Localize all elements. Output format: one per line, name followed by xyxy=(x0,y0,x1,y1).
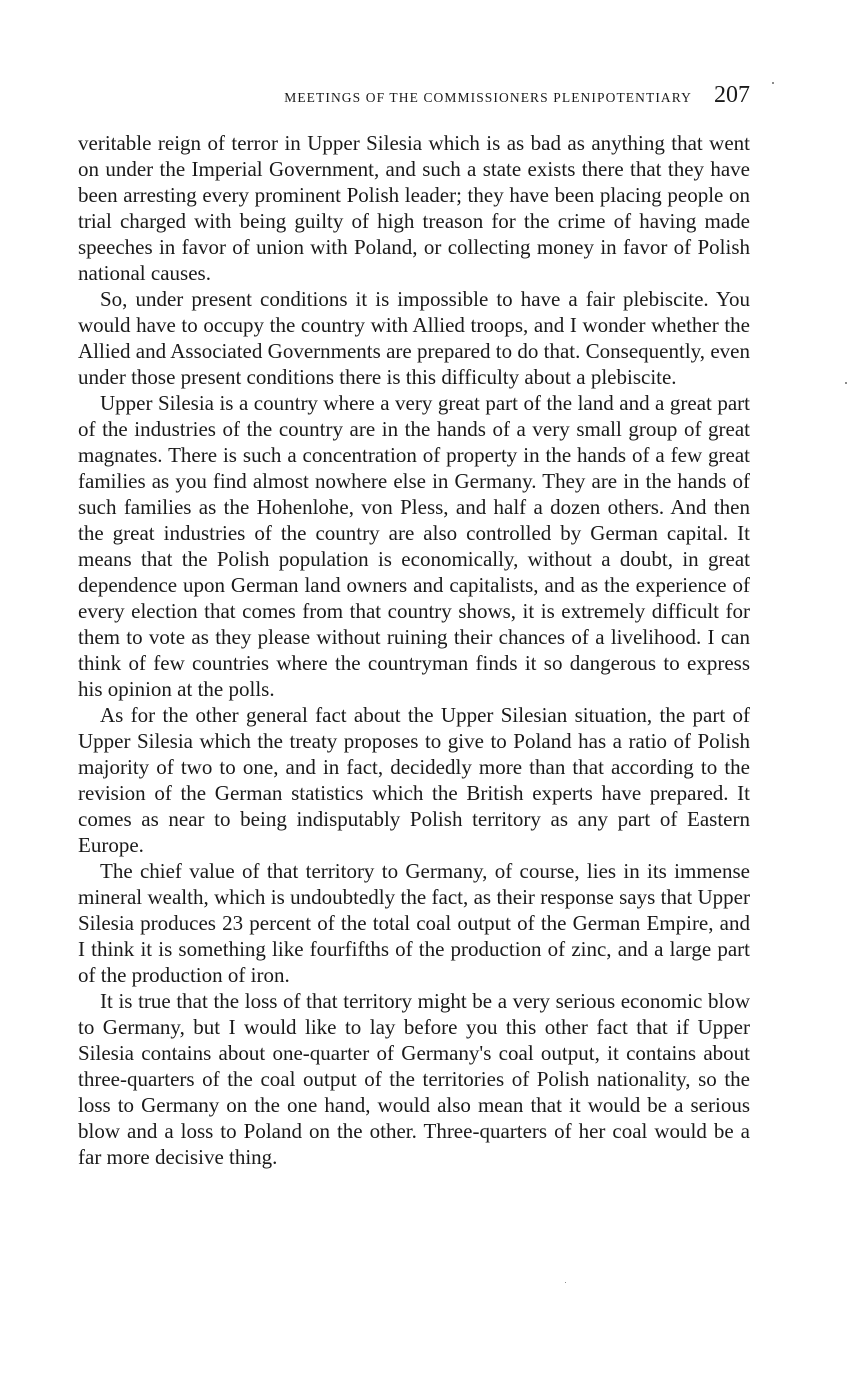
body-text xyxy=(78,130,750,1170)
scan-speck xyxy=(845,382,847,384)
paragraph-mineral-wealth: The chief value of that territory to Germany, of course, lies in its immense mineral wealth, which is undoubtedly the fact, as their response says that Upper Silesia produces 23 percent of the total coal output of the German Empire, and I think it is something like fourfifths of the production of zinc, and a large part of the production of iron. xyxy=(78,859,750,987)
paragraph-plebiscite: So, under present conditions it is impossible to have a fair plebiscite. You would have to occupy the country with Allied troops, and I wonder whether the Allied and Associated Governments are prepared to do that. Consequently, even under those present conditions there is this difficulty about a plebiscite. xyxy=(78,287,750,389)
scan-speck xyxy=(772,82,774,84)
paragraph-polish-majority: As for the other general fact about the Upper Silesian situation, the part of Upper Silesia which the treaty proposes to give to Poland has a ratio of Polish majority of two to one, and in fact, decidedly more than that according to the revision of the German statistics which the British experts have prepared. It comes as near to being indisputably Polish territory as any part of Eastern Europe. xyxy=(78,703,750,857)
running-header xyxy=(78,82,750,118)
paragraph-magnates: Upper Silesia is a country where a very great part of the land and a great part of the industries of the country are in the hands of a very small group of great magnates. There is such a concentration of property in the hands of a few great families as you find almost nowhere else in Germany. They are in the hands of such families as the Hohenlohe, von Pless, and half a dozen others. And then the great industries of the country are also controlled by German capital. It means that the Polish population is economically, without a doubt, in great dependence upon German land owners and capitalists, and as the experience of every election that comes from that country shows, it is extremely difficult for them to vote as they please without ruining their chances of a livelihood. I can think of few countries where the countryman finds it so dangerous to express his opinion at the polls. xyxy=(78,391,750,701)
paragraph-continued: veritable reign of terror in Upper Silesia which is as bad as anything that went on under the Imperial Government, and such a state exists there that they have been arresting every prominent Polish leader; they have been placing people on trial charged with being guilty of high treason for the crime of having made speeches in favor of union with Poland, or collecting money in favor of Polish national causes. xyxy=(78,131,750,285)
page-number: 207 xyxy=(714,82,750,108)
scan-speck xyxy=(565,1282,566,1283)
document-page xyxy=(78,82,750,1170)
paragraph-coal-output: It is true that the loss of that territory might be a very serious economic blow to Germany, but I would like to lay before you this other fact that if Upper Silesia contains about one-quarter of Germany's coal output, it contains about three-quarters of the coal output of the territories of Polish nationality, so the loss to Germany on the one hand, would also mean that it would be a serious blow and a loss to Poland on the other. Three-quarters of her coal would be a far more decisive thing. xyxy=(78,989,750,1169)
running-title: MEETINGS OF THE COMMISSIONERS PLENIPOTENTIARY xyxy=(284,90,692,105)
